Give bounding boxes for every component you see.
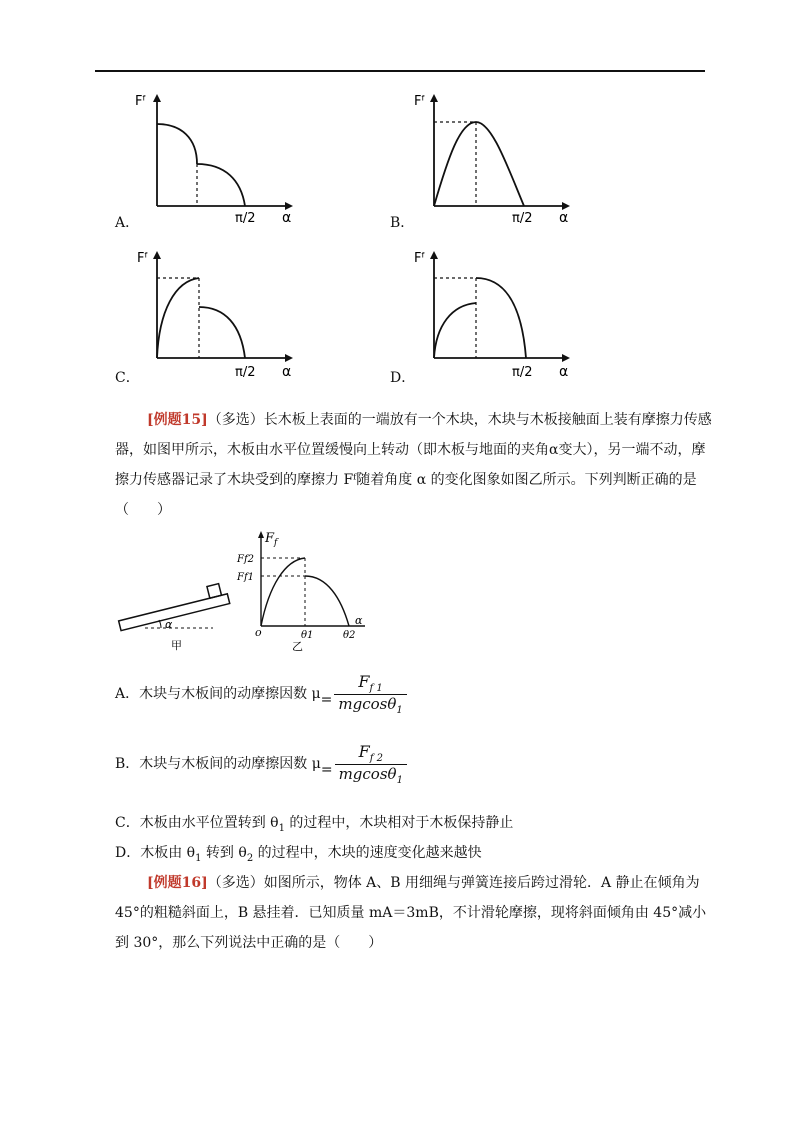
graph-d-tick: π/2: [512, 365, 533, 380]
figure-yi-alpha: α: [355, 614, 363, 627]
figure-yi-origin: o: [255, 626, 262, 639]
option-b-num-sub: f 2: [369, 753, 383, 765]
graph-b-tick: π/2: [512, 211, 533, 226]
figure-yi-theta1: θ1: [301, 630, 314, 641]
graph-d-x-label: α: [559, 364, 569, 380]
option-b-num: F: [358, 742, 370, 761]
option-a-num: F: [358, 672, 370, 691]
graph-c-y-label: Fᶠ: [137, 251, 149, 266]
graph-a-x-label: α: [282, 210, 292, 226]
example15-text: （多选）长木板上表面的一端放有一个木块，木块与木板接触面上装有摩擦力传感器，如图甲所示，木板由水平位置缓慢向上转动（即木板与地面的夹角α变大），另一端不动，摩擦力传感器记录了木块受到的摩擦力 Fᶠ随着角度 α 的变化图象如图乙所示。下列判断正确的是（ ）: [115, 412, 712, 518]
option-a-eq: =: [320, 692, 333, 709]
option-c-text-a: C．木板由水平位置转到 θ: [115, 815, 279, 831]
graph-a-tick: π/2: [235, 211, 256, 226]
graph-c-tick: π/2: [235, 365, 256, 380]
option-d-text-c: 的过程中，木块的速度变化越来越快: [253, 845, 482, 861]
option-d-text-a: D．木板由 θ: [115, 845, 196, 861]
example15-option-b: [115, 742, 407, 786]
figure-yi-y-label: F: [265, 531, 275, 546]
option-c-text-b: 的过程中，木块相对于木板保持静止: [284, 815, 514, 831]
option-a-letter: A．: [115, 215, 140, 231]
option-c-sub: 1: [278, 822, 285, 834]
figure-jia-board: [116, 582, 230, 630]
figure-yi-y-sub: f: [274, 538, 278, 548]
graph-a: [125, 88, 305, 228]
example15-option-a: [115, 672, 407, 716]
option-b-den: mgcosθ: [338, 765, 397, 784]
figure-yi-ff1: Ff1: [237, 572, 255, 583]
graph-d-y-label: Fᶠ: [414, 251, 426, 266]
graph-b-y-label: Fᶠ: [414, 94, 426, 109]
option-d-sub2: 2: [246, 852, 254, 864]
example15-paragraph: [115, 405, 715, 525]
option-b-letter: B．: [390, 215, 415, 231]
graph-a-y-label: Fᶠ: [135, 94, 147, 109]
figure-jia-label: 甲: [171, 639, 182, 652]
option-a-prefix: A．木块与木板间的动摩擦因数 μ: [115, 686, 321, 703]
option-a-num-sub: f 1: [369, 683, 383, 695]
figure-yi-label: 乙: [292, 640, 303, 653]
graph-b-x-label: α: [559, 210, 569, 226]
example15-option-d: [115, 842, 482, 864]
example16-text: （多选）如图所示，物体 A、B 用细绳与弹簧连接后跨过滑轮．A 静止在倾角为 45°的粗糙斜面上，B 悬挂着．已知质量 mA＝3mB，不计滑轮摩擦，现将斜面倾角由 45°减小到 30°，那么下列说法中正确的是（ ）: [115, 875, 707, 951]
example15-option-c: [115, 812, 513, 834]
figure-jia-alpha: α: [165, 618, 173, 631]
option-b-prefix: B．木块与木板间的动摩擦因数 μ: [115, 756, 321, 773]
figure-yi-theta2: θ2: [343, 630, 356, 641]
graph-d: [402, 245, 582, 385]
figure-yi-ff2: Ff2: [237, 554, 255, 565]
option-d-letter: D．: [390, 370, 416, 386]
graph-c-x-label: α: [282, 364, 292, 380]
graph-b: [402, 88, 582, 228]
option-b-fraction: [335, 742, 407, 786]
option-a-den-sub: 1: [396, 705, 403, 717]
option-b-eq: =: [320, 762, 333, 779]
option-d-text-b: 转到 θ: [201, 845, 247, 861]
graph-c: [125, 245, 305, 385]
example16-tag: [例题16]: [147, 875, 208, 891]
option-a-den: mgcosθ: [338, 695, 397, 714]
option-a-fraction: [334, 672, 406, 716]
header-rule: [95, 70, 705, 72]
option-d-sub1: 1: [195, 852, 202, 864]
example15-figure: [115, 528, 375, 653]
example15-tag: [例题15]: [147, 412, 208, 428]
option-b-den-sub: 1: [396, 775, 403, 787]
option-c-letter: C．: [115, 370, 140, 386]
example16-paragraph: [115, 868, 715, 958]
